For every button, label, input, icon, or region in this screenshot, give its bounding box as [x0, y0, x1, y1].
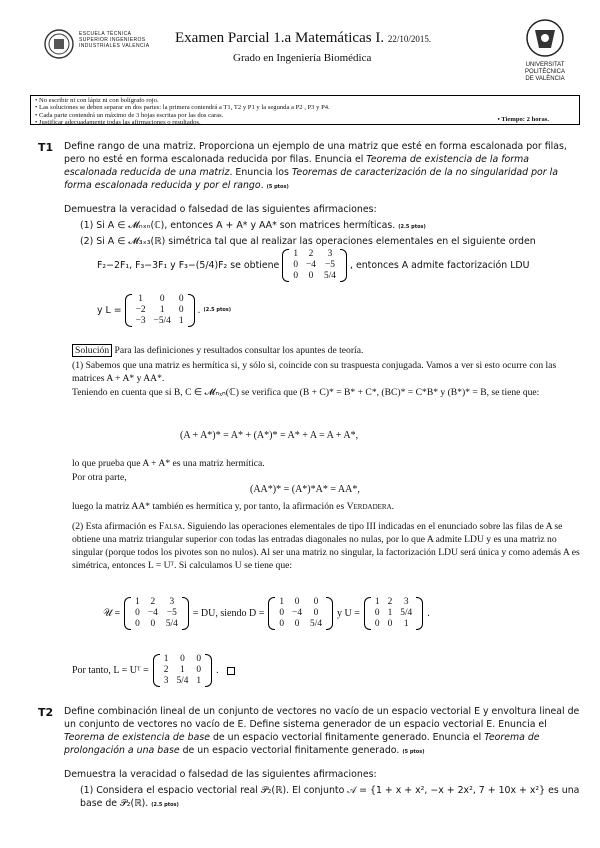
matrix-row — [132, 305, 188, 316]
matrix-cell: 2 — [308, 249, 314, 259]
page-title — [175, 30, 431, 47]
matrix-cell: 1 — [138, 294, 143, 304]
solution-p6 — [72, 520, 584, 572]
matrix-cell: 0 — [294, 619, 300, 629]
exam-title: Examen Parcial 1.a Matemáticas I. — [175, 30, 385, 46]
logo-left-line-2: SUPERIOR INGENIEROS — [79, 37, 146, 44]
exam-date: 22/10/2015. — [387, 34, 432, 44]
matrix-row — [275, 608, 326, 619]
matrix-row — [371, 597, 416, 608]
matrix-cell: 0 — [135, 619, 140, 629]
solution-p5: luego la matriz AA* también es hermítica y, por tanto, la afirmación es Verdadera. — [72, 501, 395, 512]
matrix-row — [131, 619, 182, 630]
t2-points: (5 ptos) — [402, 749, 425, 755]
solution-intro — [72, 344, 582, 357]
t1-item-2-conclusion: , entonces A admite factorización LDU — [349, 260, 530, 271]
logo-right-line-1: UNIVERSITAT — [525, 62, 565, 68]
t1-item-2-l-text: y L = — [97, 305, 122, 316]
matrix-cell: 0 — [374, 608, 380, 618]
matrix-cell: −4 — [292, 608, 303, 618]
t2-item-1-points: (2.5 ptos) — [151, 802, 179, 808]
matrix-cell: 0 — [294, 597, 300, 607]
matrix-row — [289, 271, 340, 282]
matrix-cell: 2 — [150, 597, 156, 607]
matrix-cell: 1 — [279, 597, 285, 607]
solution-p5-text: luego la matriz AA* también es hermítica y, por tanto, la afirmación es — [72, 501, 345, 512]
t1-item-2-l: y L = 1 0 0 −2 1 0 −3 −5/4 1 . (2.5 ptos) — [97, 294, 232, 326]
matrix-cell: 1 — [387, 608, 393, 618]
t1-theorem-2: Teoremas de caracterización de la no singularidad por la forma escalonada reducida y por el rango — [64, 167, 558, 191]
matrix-cell: 3 — [327, 249, 333, 259]
matrix-cell: 5/4 — [310, 619, 323, 629]
t2-theorem-1: Teorema de existencia de base — [64, 732, 210, 743]
t2-item-1-text: (1) Considera el espacio vectorial real 𝒫₂(ℝ). El conjunto 𝒜 = {1 + x + x², −x + 2x², 7 + 10x + x²} es una base de 𝒫₂(ℝ). — [80, 785, 580, 809]
matrix-cell: 0 — [159, 294, 165, 304]
matrix-row — [131, 608, 182, 619]
matrix-row — [131, 597, 182, 608]
matrix-u-solution — [124, 597, 189, 630]
t1-item-1-points: (2.5 ptos) — [398, 224, 426, 230]
t2-text-b: de un espacio vectorial finitamente generado. Enuncia el — [212, 732, 482, 743]
equation-3: 𝒰 = 1 2 3 0 −4 −5 0 0 5/4 = DU, siendo D = 1 0 0 0 −4 0 0 0 5/4 y U = 1 2 3 0 1 5/4 0 0 1 . — [103, 597, 430, 629]
t2-prompt: Demuestra la veracidad o falsedad de las siguientes afirmaciones: — [64, 769, 377, 780]
matrix-cell: −2 — [135, 305, 146, 315]
matrix-row — [371, 619, 416, 630]
matrix-cell: 5/4 — [176, 676, 189, 686]
matrix-row — [371, 608, 416, 619]
matrix-cell: 0 — [293, 260, 299, 270]
matrix-row — [275, 597, 326, 608]
matrix-cell: 1 — [293, 249, 299, 259]
matrix-cell: 1 — [374, 597, 380, 607]
solution-p3: lo que prueba que A + A* es una matriz hermítica. — [72, 458, 265, 469]
matrix-cell: 0 — [387, 619, 393, 629]
degree-subtitle: Grado en Ingeniería Biomédica — [233, 52, 372, 64]
matrix-cell: 0 — [313, 597, 319, 607]
matrix-row — [132, 294, 188, 305]
matrix-cell: 0 — [293, 271, 299, 281]
instruction-item: • Cada parte contendrá un máximo de 3 hojas escritas por las dos caras. — [35, 111, 224, 119]
matrix-cell: 1 — [403, 619, 409, 629]
eq3-and: y U = — [337, 608, 360, 619]
equation-2: (AA*)* = (A*)*A* = AA*, — [250, 484, 360, 495]
matrix-cell: −5 — [166, 608, 177, 618]
t1-text-2: . Enuncia los — [229, 167, 289, 178]
school-seal-icon — [43, 28, 75, 60]
matrix-d — [268, 597, 333, 630]
matrix-l-statement — [125, 294, 195, 327]
eq3-lhs: 𝒰 = — [103, 608, 121, 619]
school-logo — [43, 28, 163, 68]
matrix-cell: 3 — [169, 597, 175, 607]
t1-theorem-1: Teorema de existencia de la forma escalonada reducida de una matriz — [64, 154, 530, 178]
matrix-cell: 0 — [178, 305, 184, 315]
matrix-cell: 5/4 — [400, 608, 413, 618]
solution-p1: (1) Sabemos que una matriz es hermítica si, y sólo si, coincide con su traspuesta conjugada. Vamos a ver si esto ocurre con las matrices A + A* y AA*. — [72, 360, 557, 384]
t1-item-2-ops — [97, 249, 530, 282]
t1-statement: Define rango de una matriz. Proporciona un ejemplo de una matriz que esté en forma escalonada por filas, pero no esté en forma escalonada reducida por filas. Enuncia el Teorema de existencia de la forma escalonada reducida de una matriz. Enuncia los Teoremas de caracterización de la no singularidad por la forma escalonada reducida y por el rango. (5 ptos) — [64, 141, 567, 191]
instruction-item: • Las soluciones se deben separar en dos partes: la primera contendrá a T1, T2 y P1 y la segunda a P2 , P3 y P4. — [35, 104, 330, 112]
matrix-row — [160, 676, 205, 687]
matrix-cell: −4 — [147, 608, 158, 618]
solution-intro-text: Para las definiciones y resultados consultar los apuntes de teoría. — [114, 345, 364, 356]
t1-item-1 — [80, 219, 426, 234]
matrix-cell: 1 — [135, 597, 140, 607]
matrix-cell: 0 — [135, 608, 140, 618]
solution-p4: Por otra parte, — [72, 472, 127, 483]
matrix-cell: −4 — [306, 260, 316, 270]
matrix-l-transpose — [153, 654, 212, 687]
equation-1: (A + A*)* = A* + (A*)* = A* + A = A + A*, — [180, 430, 359, 441]
matrix-cell: 0 — [279, 608, 285, 618]
matrix-cell: 0 — [196, 665, 202, 675]
t1-text-1: Define rango de una matriz. Proporciona un ejemplo de una matriz que esté en forma escalonada por filas, pero no esté en forma escalonada reducida por filas. Enuncia el — [64, 141, 567, 165]
t2-theorem-2: Teorema de prolongación a una base — [64, 732, 540, 756]
t2-text-c: de un espacio vectorial finitamente generado. — [182, 745, 400, 756]
matrix-cell: 3 — [163, 676, 169, 686]
matrix-cell: 0 — [279, 619, 285, 629]
matrix-u-reduced — [364, 597, 423, 630]
solution-label: Solución — [72, 344, 112, 357]
university-logo — [510, 18, 580, 88]
question-label-t2: T2 — [38, 706, 54, 719]
verdict-false: Falsa — [158, 521, 183, 532]
matrix-cell: 1 — [163, 654, 169, 664]
exam-time: • Tiempo: 2 horas. — [497, 115, 549, 123]
matrix-cell: 0 — [374, 619, 380, 629]
matrix-row — [289, 260, 340, 271]
t1-item-1-text: (1) Si A ∈ 𝓜ₙₓₙ(ℂ), entonces A + A* y AA* son matrices hermíticas. — [80, 220, 396, 231]
matrix-row — [160, 654, 205, 665]
logo-left-line-3: INDUSTRIALES VALENCIA — [79, 43, 150, 50]
matrix-cell: 1 — [178, 316, 184, 326]
matrix-cell: 1 — [159, 305, 165, 315]
t1-item-2-text: (2) Si A ∈ 𝓜₃ₓ₃(ℝ) simétrica tal que al realizar las operaciones elementales en el siguiente orden — [80, 236, 536, 247]
matrix-cell: 3 — [403, 597, 409, 607]
matrix-cell: −3 — [135, 316, 146, 326]
matrix-cell: 2 — [163, 665, 169, 675]
logo-right-line-3: DE VALÈNCIA — [525, 76, 565, 82]
matrix-row — [289, 249, 340, 260]
matrix-cell: 0 — [150, 619, 156, 629]
matrix-cell: 1 — [196, 676, 202, 686]
matrix-cell: 0 — [180, 654, 185, 664]
matrix-cell: 0 — [196, 654, 202, 664]
matrix-row — [132, 316, 188, 327]
instruction-item: • Justificar adecuadamente todas las afirmaciones o resultados. — [35, 119, 201, 127]
t1-item-2-ops-text: F₂−2F₁, F₃−3F₁ y F₃−(5/4)F₂ se obtiene — [97, 260, 280, 271]
matrix-row — [160, 665, 205, 676]
question-label-t1: T1 — [38, 141, 54, 154]
t1-prompt: Demuestra la veracidad o falsedad de las siguientes afirmaciones: — [64, 204, 377, 215]
logo-left-line-1: ESCUELA TÉCNICA — [79, 31, 132, 37]
matrix-cell: −5/4 — [153, 316, 171, 326]
matrix-u-statement — [282, 249, 347, 282]
instruction-item: • No escribir ni con lápiz ni con bolígrafo rojo. — [35, 97, 159, 104]
university-seal-icon — [525, 18, 565, 58]
t2-item-1 — [80, 784, 585, 812]
t2-text-a: Define combinación lineal de un conjunto de vectores no vacío de un espacio vectorial E y envoltura lineal de un conjunto de vectores no vacío de E. Define sistema generador de un espacio vectorial E. Enuncia el — [64, 706, 580, 730]
matrix-cell: 0 — [308, 271, 314, 281]
eq4-lhs: Por tanto, L = Uᵀ = — [72, 665, 149, 676]
matrix-cell: −5 — [325, 260, 335, 270]
qed-icon — [227, 667, 235, 675]
t2-statement — [64, 705, 586, 759]
eq3-mid: = DU, siendo D = — [192, 608, 265, 619]
logo-right-line-2: POLITÈCNICA — [524, 69, 565, 75]
matrix-cell: 0 — [313, 608, 319, 618]
instructions-box — [30, 95, 580, 125]
t1-points: (5 ptos) — [266, 184, 289, 190]
matrix-cell: 5/4 — [324, 271, 336, 281]
verdict-true: Verdadera — [346, 501, 392, 512]
matrix-cell: 0 — [178, 294, 184, 304]
matrix-cell: 2 — [387, 597, 393, 607]
solution-p2: Teniendo en cuenta que si B, C ∈ 𝓜ₙₓₙ(ℂ) se verifica que (B + C)* = B* + C*, (BC)* = C*B* y (B*)* = B, se tiene que: — [72, 387, 540, 398]
t1-item-2-points: (2.5 ptos) — [203, 307, 232, 313]
matrix-cell: 5/4 — [165, 619, 178, 629]
solution-p6-text-a: (2) Esta afirmación es — [72, 521, 157, 532]
equation-4: Por tanto, L = Uᵀ = 1 0 0 2 1 0 3 5/4 1 . — [72, 654, 235, 687]
matrix-cell: 1 — [180, 665, 185, 675]
solution-p6-text-b: . Siguiendo las operaciones elementales de tipo III indicadas en el enunciado sobre las filas de A se obtiene una matriz triangular superior con todas las entradas diagonales no nulas, por lo que A admite LDU y es una matriz no singular (porque todos los pivotes son no nulos). Al ser una matriz no singular, la factorización LDU será única y como además A es simétrica, entonces L = Uᵀ. Si calculamos U se tiene que: — [72, 521, 580, 571]
matrix-row — [275, 619, 326, 630]
